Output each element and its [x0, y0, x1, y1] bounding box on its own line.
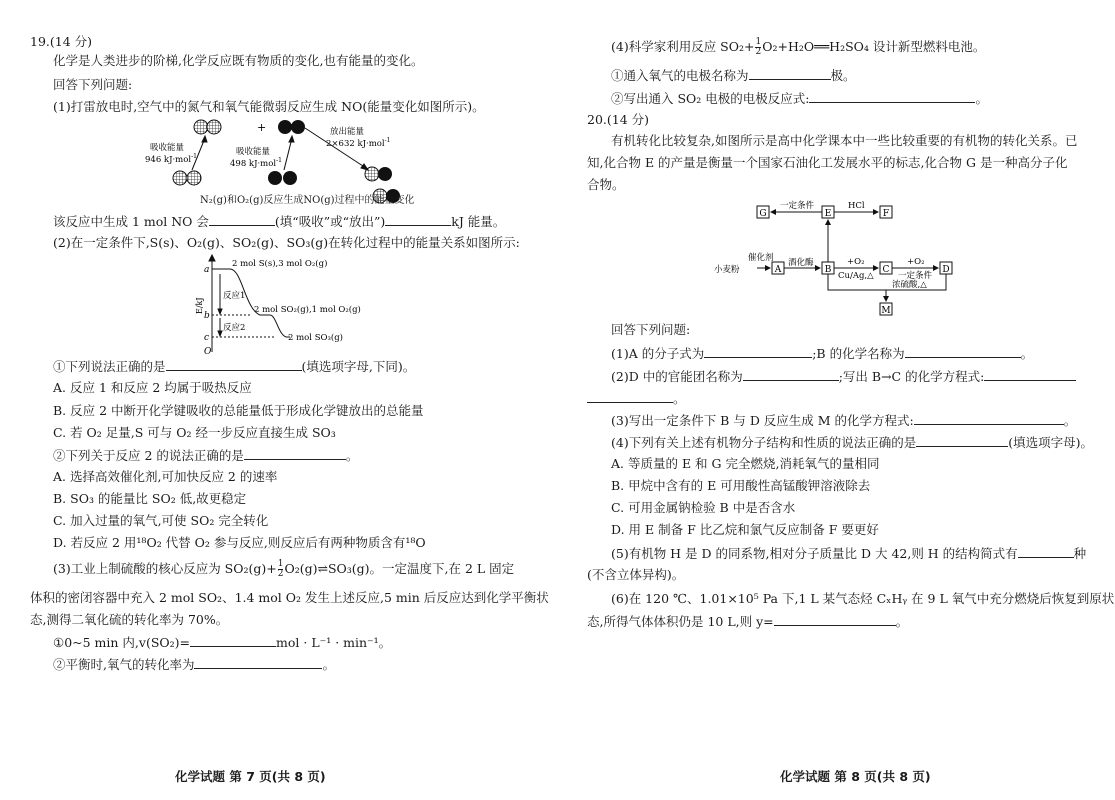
node-g: G [759, 209, 767, 219]
level-top-label: 2 mol S(s),3 mol O₂(g) [232, 259, 328, 269]
level-mid-label: 2 mol SO₂(g),1 mol O₂(g) [254, 305, 361, 315]
q19-3-2: ②平衡时,氧气的转化率为 。 [53, 657, 335, 672]
node-e: E [824, 209, 832, 219]
node-a: A [774, 265, 782, 275]
option-a: A. 等质量的 E 和 G 完全燃烧,消耗氧气的量相同 [611, 456, 880, 471]
cond-catalyst: 催化剂 [748, 253, 774, 263]
label-a: a [204, 265, 210, 275]
option-b: B. 甲烷中含有的 E 可用酸性高锰酸钾溶液除去 [611, 478, 871, 493]
label-origin: O [204, 347, 212, 356]
q20-part6-line2: 态,所得气体体积仍是 10 L,则 y= 。 [587, 614, 909, 629]
q19-2-2: ②下列关于反应 2 的说法正确的是 。 [53, 448, 359, 463]
cond-h2so4: 浓硫酸,△ [892, 280, 927, 290]
q19-part1: (1)打雷放电时,空气中的氮气和氧气能微弱反应生成 NO(能量变化如图所示)。 [53, 99, 485, 114]
organic-conversion-diagram [700, 196, 980, 320]
answer-blank[interactable] [916, 434, 1008, 447]
option-b2: B. SO₃ 的能量比 SO₂ 低,故更稳定 [53, 491, 247, 506]
energy-diagram-sulfur [190, 254, 370, 356]
answer-blank[interactable] [704, 345, 812, 358]
q19-3-1: ①0~5 min 内,v(SO₂)= mol · L⁻¹ · min⁻¹。 [53, 635, 392, 650]
page-footer-left: 化学试题 第 7 页(共 8 页) [175, 769, 326, 784]
q20-intro-line3: 合物。 [587, 177, 625, 192]
label-c: c [204, 333, 210, 343]
absorb-energy-2-label: 吸收能量 [236, 147, 271, 157]
release-energy-label: 放出能量 [330, 127, 365, 137]
node-m: M [881, 306, 891, 316]
answer-blank[interactable] [774, 613, 896, 626]
y-axis-label: E/kJ [195, 297, 204, 314]
q19-4-1: ①通入氧气的电极名称为 极。 [611, 68, 856, 83]
option-c: C. 可用金属钠检验 B 中是否含水 [611, 500, 796, 515]
q20-intro-line1: 有机转化比较复杂,如图所示是高中化学课本中一些比较重要的有机物的转化关系。已 [611, 133, 1078, 148]
q19-intro: 化学是人类进步的阶梯,化学反应既有物质的变化,也有能量的变化。 [53, 53, 424, 68]
page-footer-right: 化学试题 第 8 页(共 8 页) [780, 769, 931, 784]
q19-part3-line2: 体积的密闭容器中充入 2 mol SO₂、1.4 mol O₂ 发生上述反应,5 min 后反应达到化学平衡状 [30, 590, 549, 605]
q19-4-2: ②写出通入 SO₂ 电极的电极反应式: 。 [611, 91, 988, 106]
cond-hcl: HCl [848, 201, 865, 211]
o2-molecule [278, 120, 305, 134]
q20-part5-line2: (不含立体异构)。 [587, 567, 685, 582]
level-bottom-label: 2 mol SO₃(g) [288, 333, 343, 343]
y-axis-arrow [209, 255, 215, 261]
answer-blank[interactable] [749, 67, 831, 80]
option-b1: B. 反应 2 中断开化学键吸收的总能量低于形成化学键放出的总能量 [53, 403, 424, 418]
q20-part4: (4)下列有关上述有机物分子结构和性质的说法正确的是 (填选项字母)。 [611, 435, 1093, 450]
answer-blank[interactable] [244, 447, 346, 460]
release-energy-value: 2×632 kJ·mol$^{-1}$ [326, 137, 391, 149]
cond-cu-ag: Cu/Ag,△ [838, 271, 874, 281]
absorb-energy-2-value: 498 kJ·mol$^{-1}$ [230, 157, 282, 169]
figure-1-caption: N₂(g)和O₂(g)反应生成NO(g)过程中的能量变化 [200, 195, 415, 206]
cond-g-e: 一定条件 [780, 201, 815, 211]
q20-part2: (2)D 中的官能团名称为 ;写出 B→C 的化学方程式: [611, 368, 1076, 385]
cond-o2-a: +O₂ [847, 257, 865, 267]
answer-blank[interactable] [385, 213, 451, 226]
node-d: D [942, 265, 950, 275]
answer-blank[interactable] [194, 656, 322, 669]
q19-part3: (3)工业上制硫酸的核心反应为 SO₂(g)+ $\frac{1}{2}$ O₂(g)⇌SO₃(g)。一定温度下,在 2 L 固定 [53, 559, 515, 579]
absorb-energy-1-value: 946 kJ·mol$^{-1}$ [145, 153, 197, 165]
label-b: b [204, 311, 210, 321]
answer-blank[interactable] [1018, 545, 1074, 558]
answer-blank[interactable] [914, 412, 1064, 425]
option-d2: D. 若反应 2 用¹⁸O₂ 代替 O₂ 参与反应,则反应后有两种物质含有¹⁸O [53, 535, 426, 550]
option-c1: C. 若 O₂ 足量,S 可与 O₂ 经一步反应直接生成 SO₃ [53, 425, 336, 440]
reaction2-label: 反应2 [223, 323, 246, 333]
q20-part3: (3)写出一定条件下 B 与 D 反应生成 M 的化学方程式: 。 [611, 413, 1077, 428]
q19-part4: (4)科学家利用反应 SO₂+ $\frac{1}{2}$ O₂+H₂O══H₂SO₄ 设计新型燃料电池。 [611, 37, 986, 57]
cond-c-d: 一定条件 [898, 271, 933, 281]
q19-part1-blank-line: 该反应中生成 1 mol NO 会 (填“吸收”或“放出”) kJ 能量。 [53, 214, 506, 229]
q19-part3-line3: 态,测得二氧化硫的转化率为 70%。 [30, 612, 229, 627]
answer-blank[interactable] [190, 634, 276, 647]
absorb-energy-1-label: 吸收能量 [150, 143, 185, 153]
q20-part1: (1)A 的分子式为 ;B 的化学名称为 。 [611, 346, 1034, 361]
answer-blank[interactable] [166, 358, 302, 371]
node-b: B [824, 265, 832, 275]
q20-part2-line2: 。 [587, 390, 686, 407]
q19-part2: (2)在一定条件下,S(s)、O₂(g)、SO₂(g)、SO₃(g)在转化过程中的能量关系如图所示: [53, 235, 520, 250]
n-atoms [173, 171, 201, 185]
answer-blank[interactable] [905, 345, 1021, 358]
cond-enzyme: 酒化酶 [788, 258, 814, 268]
q19-answer-prompt: 回答下列问题: [53, 77, 133, 92]
option-d: D. 用 E 制备 F 比乙烷和氯气反应制备 F 要更好 [611, 522, 879, 537]
option-c2: C. 加入过量的氧气,可使 SO₂ 完全转化 [53, 513, 269, 528]
answer-blank[interactable] [587, 390, 673, 403]
answer-blank[interactable] [809, 90, 975, 103]
answer-blank[interactable] [984, 368, 1076, 381]
q20-intro-line2: 知,化合物 E 的产量是衡量一个国家石油化工发展水平的标志,化合物 G 是一种高分子化 [587, 155, 1068, 170]
o-atoms [268, 171, 297, 185]
option-a1: A. 反应 1 和反应 2 均属于吸热反应 [53, 380, 252, 395]
q20-part6: (6)在 120 ℃、1.01×10⁵ Pa 下,1 L 某气态烃 CₓHᵧ 在 9 L 氧气中充分燃烧后恢复到原状 [611, 591, 1115, 606]
question-20-header: 20.(14 分) [587, 112, 650, 127]
q20-answer-prompt: 回答下列问题: [611, 322, 691, 337]
reaction1-label: 反应1 [223, 291, 246, 301]
answer-blank[interactable] [743, 368, 839, 381]
label-wheat-flour: 小麦粉 [714, 265, 740, 275]
plus-sign: + [257, 121, 267, 134]
cond-o2-b: +O₂ [907, 257, 925, 267]
q19-2-1: ①下列说法正确的是 (填选项字母,下同)。 [53, 359, 416, 374]
option-a2: A. 选择高效催化剂,可加快反应 2 的速率 [53, 469, 278, 484]
n2-molecule [194, 120, 221, 134]
answer-blank[interactable] [209, 213, 275, 226]
question-19-header: 19.(14 分) [30, 34, 93, 49]
node-c: C [882, 265, 890, 275]
node-f: F [882, 209, 890, 219]
q20-part5: (5)有机物 H 是 D 的同系物,相对分子质量比 D 大 42,则 H 的结构简式有 种 [611, 546, 1087, 561]
